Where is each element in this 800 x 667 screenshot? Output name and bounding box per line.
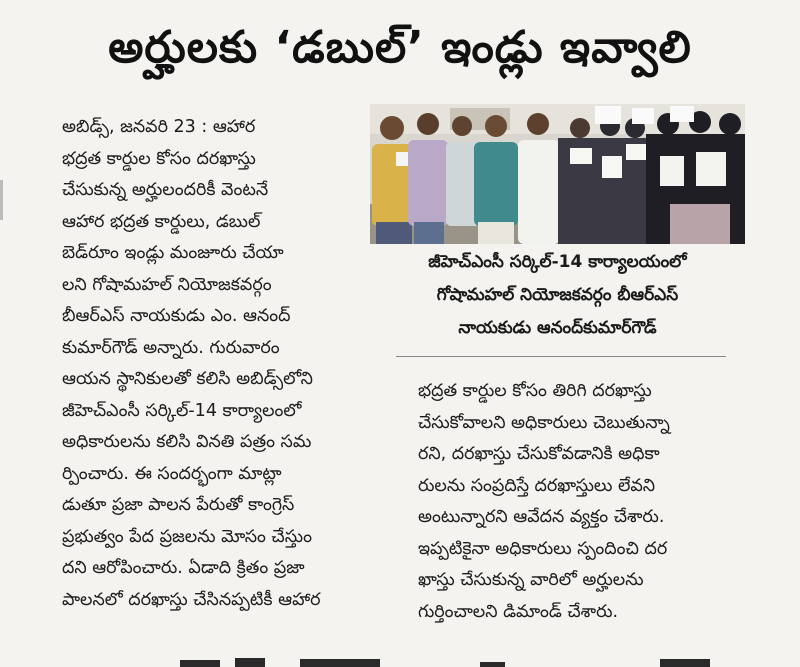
body-line: కుమార్‌గౌడ్ అన్నారు. గురువారం [62, 337, 280, 358]
body-line: డుతూ ప్రజా పాలన పేరుతో కాంగ్రెస్ [62, 495, 295, 515]
page-edge-mark [0, 180, 3, 220]
cropped-next-headline [60, 654, 750, 667]
article-body-left-column [62, 112, 392, 616]
article-headline: అర్హులకు ‘డబుల్’ ఇండ్లు ఇవ్వాలి [108, 22, 692, 73]
body-line: రులను సంప్రదిస్తే దరఖాస్తులు లేవని [418, 475, 656, 496]
body-line: చేసుకున్న అర్హులందరికీ వెంటనే [62, 180, 269, 200]
body-line: బీఆర్ఎస్ నాయకుడు ఎం. ఆనంద్ [62, 306, 291, 326]
body-line: భద్రత కార్డుల కోసం దరఖాస్తు [62, 148, 256, 169]
article-body-right-column [418, 376, 750, 628]
body-line: ప్రభుత్వం పేద ప్రజలను మోసం చేస్తుం [62, 526, 312, 547]
body-line: జీహెచ్ఎంసీ సర్కిల్-14 కార్యాలంలో [62, 400, 302, 421]
body-line: ర్పించారు. ఈ సందర్భంగా మాట్లా [62, 463, 282, 484]
body-line: రని, దరఖాస్తు చేసుకోవడానికి అధికా [418, 444, 660, 464]
body-line: అబిడ్స్, జనవరి 23 : ఆహార [62, 117, 256, 137]
photo-caption [370, 246, 745, 345]
body-line: ఆయన స్థానికులతో కలిసి అబిడ్స్‌లోని [62, 369, 313, 389]
body-line: బెడ్‌రూం ఇండ్లు మంజూరు చేయా [62, 243, 284, 263]
caption-divider [396, 356, 726, 357]
body-line: గుర్తించాలని డిమాండ్ చేశారు. [418, 601, 619, 622]
body-line: దని ఆరోపించారు. ఏడాది క్రితం ప్రజా [62, 558, 305, 578]
news-photo-image [370, 104, 745, 244]
caption-line: గోషామహల్ నియోజకవర్గం బీఆర్ఎస్ [436, 285, 679, 305]
body-line: అంటున్నారని ఆవేదన వ్యక్తం చేశారు. [418, 507, 665, 527]
body-line: అధికారులను కలిసి వినతి పత్రం సమ [62, 432, 312, 452]
body-line: ఆహార భద్రత కార్డులు, డబుల్ [62, 211, 261, 232]
body-line: పాలనలో దరఖాస్తు చేసినప్పటికీ ఆహార [62, 589, 321, 610]
body-line: ఖాస్తు చేసుకున్న వారిలో అర్హులను [418, 570, 644, 590]
cropped-text-fragment [60, 656, 750, 667]
news-photo [370, 104, 745, 244]
body-line: చేసుకోవాలని అధికారులు చెబుతున్నా [418, 412, 670, 433]
caption-line: నాయకుడు ఆనంద్‌కుమార్‌గౌడ్ [458, 318, 657, 338]
body-line: ఇప్పటికైనా అధికారులు స్పందించి దర [418, 538, 668, 559]
body-line: భద్రత కార్డుల కోసం తిరిగి దరఖాస్తు [418, 381, 652, 401]
body-line: లని గోషామహల్ నియోజకవర్గం [62, 274, 272, 295]
caption-line: జీహెచ్ఎంసీ సర్కిల్-14 కార్యాలయంలో [428, 252, 687, 272]
